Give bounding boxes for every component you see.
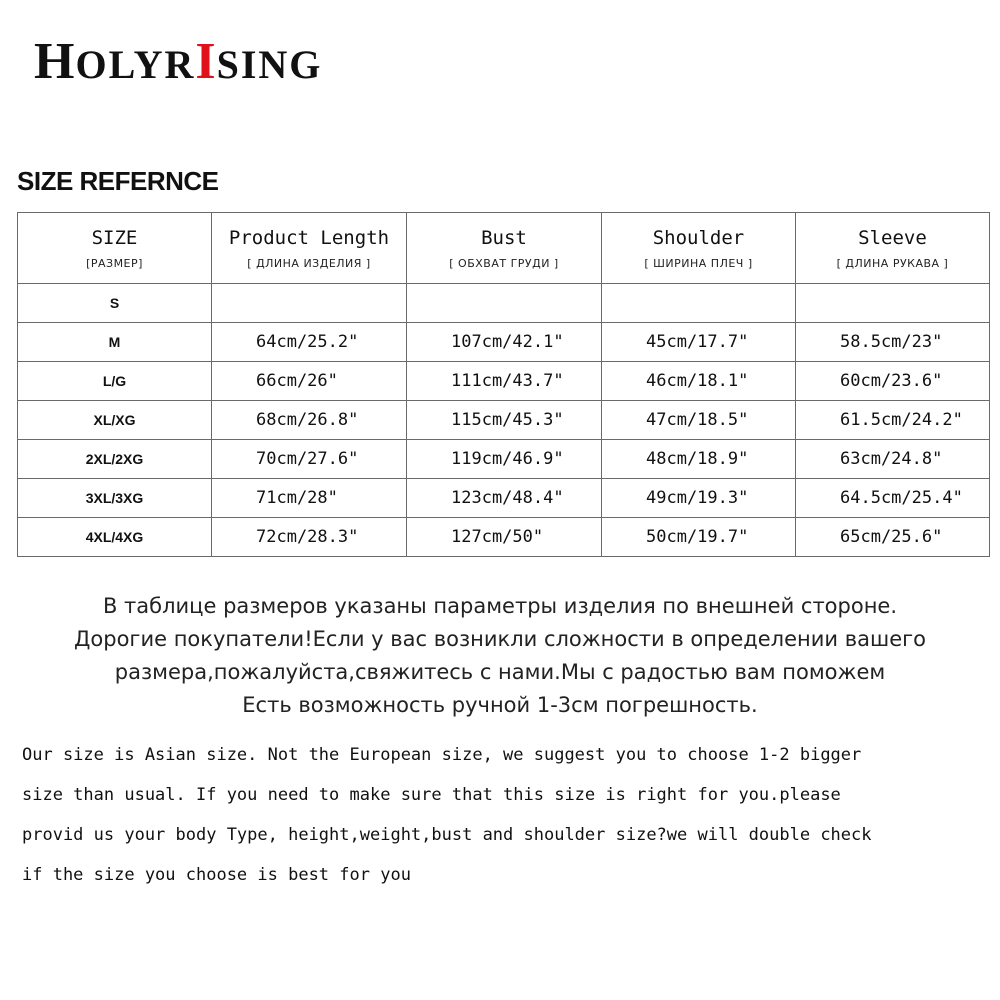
brand-part-2: SING bbox=[216, 42, 323, 87]
bust-value: 127cm/50" bbox=[407, 518, 602, 557]
bust-value: 115cm/45.3" bbox=[407, 401, 602, 440]
length-value: 72cm/28.3" bbox=[212, 518, 407, 557]
russian-note bbox=[0, 590, 1000, 722]
brand-part-1: OLYR bbox=[75, 42, 196, 87]
sleeve-value: 65cm/25.6" bbox=[796, 518, 990, 557]
brand-logo bbox=[34, 33, 323, 90]
brand-letter-h: H bbox=[34, 33, 76, 90]
bust-value: 119cm/46.9" bbox=[407, 440, 602, 479]
russian-note-line: Есть возможность ручной 1-3см погрешность. bbox=[242, 693, 758, 717]
size-label: M bbox=[18, 323, 212, 362]
shoulder-value: 48cm/18.9" bbox=[602, 440, 796, 479]
table-row bbox=[18, 518, 990, 557]
sleeve-value: 58.5cm/23" bbox=[796, 323, 990, 362]
header-size: SIZE [РАЗМЕР] bbox=[18, 213, 212, 284]
brand-accent-letter: I bbox=[195, 33, 217, 90]
table-row bbox=[18, 479, 990, 518]
english-note-line: Our size is Asian size. Not the European size, we suggest you to choose 1-2 bigger bbox=[22, 745, 862, 765]
header-bust: Bust [ ОБХВАТ ГРУДИ ] bbox=[407, 213, 602, 284]
shoulder-value: 46cm/18.1" bbox=[602, 362, 796, 401]
table-header-row bbox=[18, 213, 990, 284]
shoulder-value: 45cm/17.7" bbox=[602, 323, 796, 362]
header-sleeve: Sleeve [ ДЛИНА РУКАВА ] bbox=[796, 213, 990, 284]
russian-note-line: Дорогие покупатели!Если у вас возникли сложности в определении вашего bbox=[73, 627, 926, 651]
length-value: 64cm/25.2" bbox=[212, 323, 407, 362]
shoulder-value: 49cm/19.3" bbox=[602, 479, 796, 518]
size-label: 3XL/3XG bbox=[18, 479, 212, 518]
table-row bbox=[18, 401, 990, 440]
table-row bbox=[18, 284, 990, 323]
length-value: 70cm/27.6" bbox=[212, 440, 407, 479]
shoulder-value: 50cm/19.7" bbox=[602, 518, 796, 557]
size-label: 4XL/4XG bbox=[18, 518, 212, 557]
size-reference-title: SIZE REFERNCE bbox=[17, 166, 219, 196]
sleeve-value: 64.5cm/25.4" bbox=[796, 479, 990, 518]
english-note-line: size than usual. If you need to make sure that this size is right for you.please bbox=[22, 785, 841, 805]
header-shoulder: Shoulder [ ШИРИНА ПЛЕЧ ] bbox=[602, 213, 796, 284]
sleeve-value: 61.5cm/24.2" bbox=[796, 401, 990, 440]
length-value: 71cm/28" bbox=[212, 479, 407, 518]
bust-value bbox=[407, 284, 602, 323]
shoulder-value bbox=[602, 284, 796, 323]
bust-value: 107cm/42.1" bbox=[407, 323, 602, 362]
size-label: L/G bbox=[18, 362, 212, 401]
sleeve-value bbox=[796, 284, 990, 323]
table-row bbox=[18, 362, 990, 401]
english-note-line: provid us your body Type, height,weight,bust and shoulder size?we will double check bbox=[22, 825, 872, 845]
sleeve-value: 63cm/24.8" bbox=[796, 440, 990, 479]
table-row bbox=[18, 440, 990, 479]
size-label: S bbox=[18, 284, 212, 323]
bust-value: 111cm/43.7" bbox=[407, 362, 602, 401]
russian-note-line: В таблице размеров указаны параметры изделия по внешней стороне. bbox=[102, 594, 898, 618]
sleeve-value: 60cm/23.6" bbox=[796, 362, 990, 401]
header-product-length: Product Length [ ДЛИНА ИЗДЕЛИЯ ] bbox=[212, 213, 407, 284]
bust-value: 123cm/48.4" bbox=[407, 479, 602, 518]
length-value: 68cm/26.8" bbox=[212, 401, 407, 440]
shoulder-value: 47cm/18.5" bbox=[602, 401, 796, 440]
russian-note-line: размера,пожалуйста,свяжитесь с нами.Мы с радостью вам поможем bbox=[114, 660, 886, 684]
size-table bbox=[17, 212, 990, 557]
length-value: 66cm/26" bbox=[212, 362, 407, 401]
size-label: XL/XG bbox=[18, 401, 212, 440]
length-value bbox=[212, 284, 407, 323]
table-row bbox=[18, 323, 990, 362]
english-note bbox=[22, 735, 982, 895]
english-note-line: if the size you choose is best for you bbox=[22, 865, 411, 885]
size-label: 2XL/2XG bbox=[18, 440, 212, 479]
